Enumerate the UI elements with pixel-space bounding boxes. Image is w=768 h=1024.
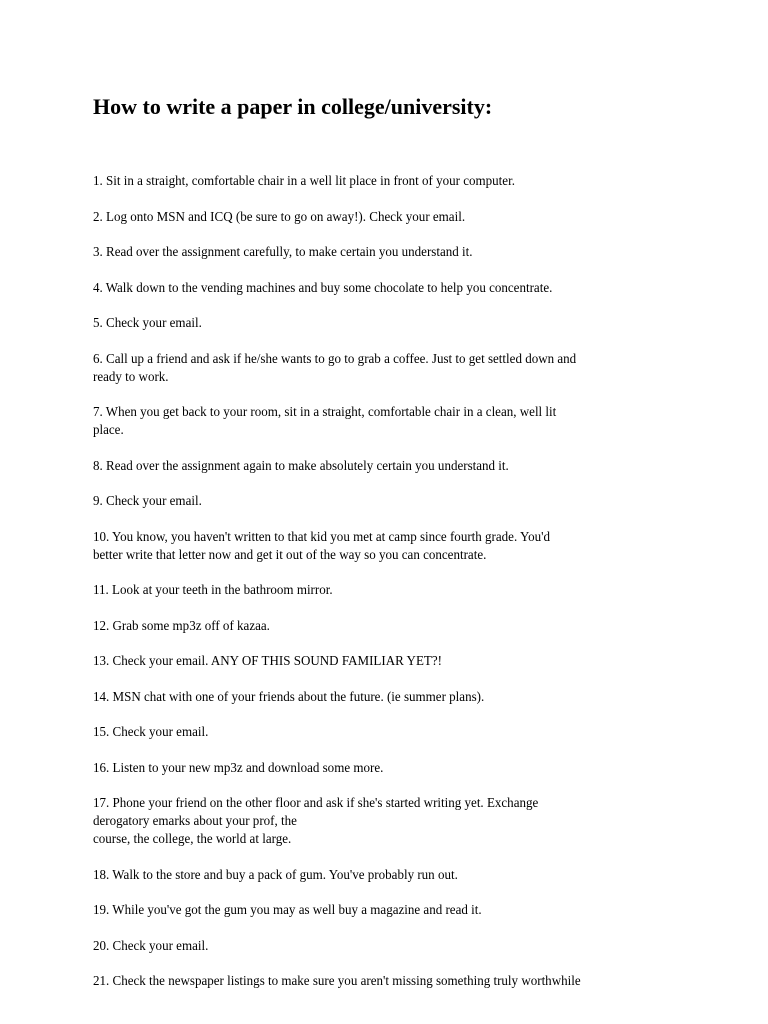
list-item-line: 15. Check your email.	[93, 725, 209, 740]
list-item	[93, 315, 693, 333]
list-item	[93, 938, 693, 956]
list-item-line: better write that letter now and get it out of the way so you can concentrate.	[93, 547, 487, 563]
list-item-line: 9. Check your email.	[93, 494, 202, 509]
step-list	[93, 173, 693, 1009]
list-item	[93, 351, 693, 387]
page-title: How to write a paper in college/university:	[93, 94, 493, 119]
list-item	[93, 689, 693, 707]
list-item	[93, 867, 693, 885]
list-item-line: 8. Read over the assignment again to make absolutely certain you understand it.	[93, 458, 509, 474]
list-item	[93, 404, 693, 440]
list-item-line: 10. You know, you haven't written to that kid you met at camp since fourth grade. You'd	[93, 529, 550, 545]
list-item-line: course, the college, the world at large.	[93, 832, 292, 847]
list-item-line: 7. When you get back to your room, sit in a straight, comfortable chair in a clean, well lit	[93, 405, 557, 420]
list-item-line: ready to work.	[93, 369, 169, 385]
list-item	[93, 618, 693, 636]
list-item-line: 16. Listen to your new mp3z and download some more.	[93, 760, 384, 776]
list-item-line: 17. Phone your friend on the other floor and ask if she's started writing yet. Exchange	[93, 796, 539, 811]
list-item-line: 11. Look at your teeth in the bathroom mirror.	[93, 583, 333, 598]
list-item-line: 4. Walk down to the vending machines and buy some chocolate to help you concentrate.	[93, 280, 553, 296]
list-item	[93, 173, 693, 191]
list-item	[93, 653, 693, 671]
list-item	[93, 760, 693, 778]
list-item-line: 19. While you've got the gum you may as well buy a magazine and read it.	[93, 903, 482, 918]
list-item-line: 3. Read over the assignment carefully, to make certain you understand it.	[93, 245, 473, 260]
list-item	[93, 458, 693, 476]
list-item-line: 2. Log onto MSN and ICQ (be sure to go on away!). Check your email.	[93, 209, 466, 225]
list-item	[93, 973, 693, 991]
list-item	[93, 902, 693, 920]
list-item-line: 20. Check your email.	[93, 938, 209, 954]
list-item	[93, 529, 693, 565]
list-item-line: 6. Call up a friend and ask if he/she wants to go to grab a coffee. Just to get settled down and	[93, 351, 577, 367]
list-item-line: 1. Sit in a straight, comfortable chair in a well lit place in front of your computer.	[93, 174, 515, 189]
list-item-line: 21. Check the newspaper listings to make sure you aren't missing something truly worthwhile	[93, 974, 581, 989]
list-item-line: derogatory emarks about your prof, the	[93, 814, 297, 829]
list-item-line: 13. Check your email. ANY OF THIS SOUND FAMILIAR YET?!	[93, 654, 442, 669]
list-item	[93, 493, 693, 511]
list-item	[93, 244, 693, 262]
list-item-line: 12. Grab some mp3z off of kazaa.	[93, 618, 270, 634]
list-item	[93, 795, 693, 849]
list-item-line: place.	[93, 423, 124, 438]
list-item-line: 14. MSN chat with one of your friends about the future. (ie summer plans).	[93, 689, 485, 705]
list-item	[93, 209, 693, 227]
list-item	[93, 724, 693, 742]
list-item	[93, 582, 693, 600]
list-item-line: 18. Walk to the store and buy a pack of gum. You've probably run out.	[93, 867, 458, 883]
list-item-line: 5. Check your email.	[93, 316, 202, 331]
list-item	[93, 280, 693, 298]
